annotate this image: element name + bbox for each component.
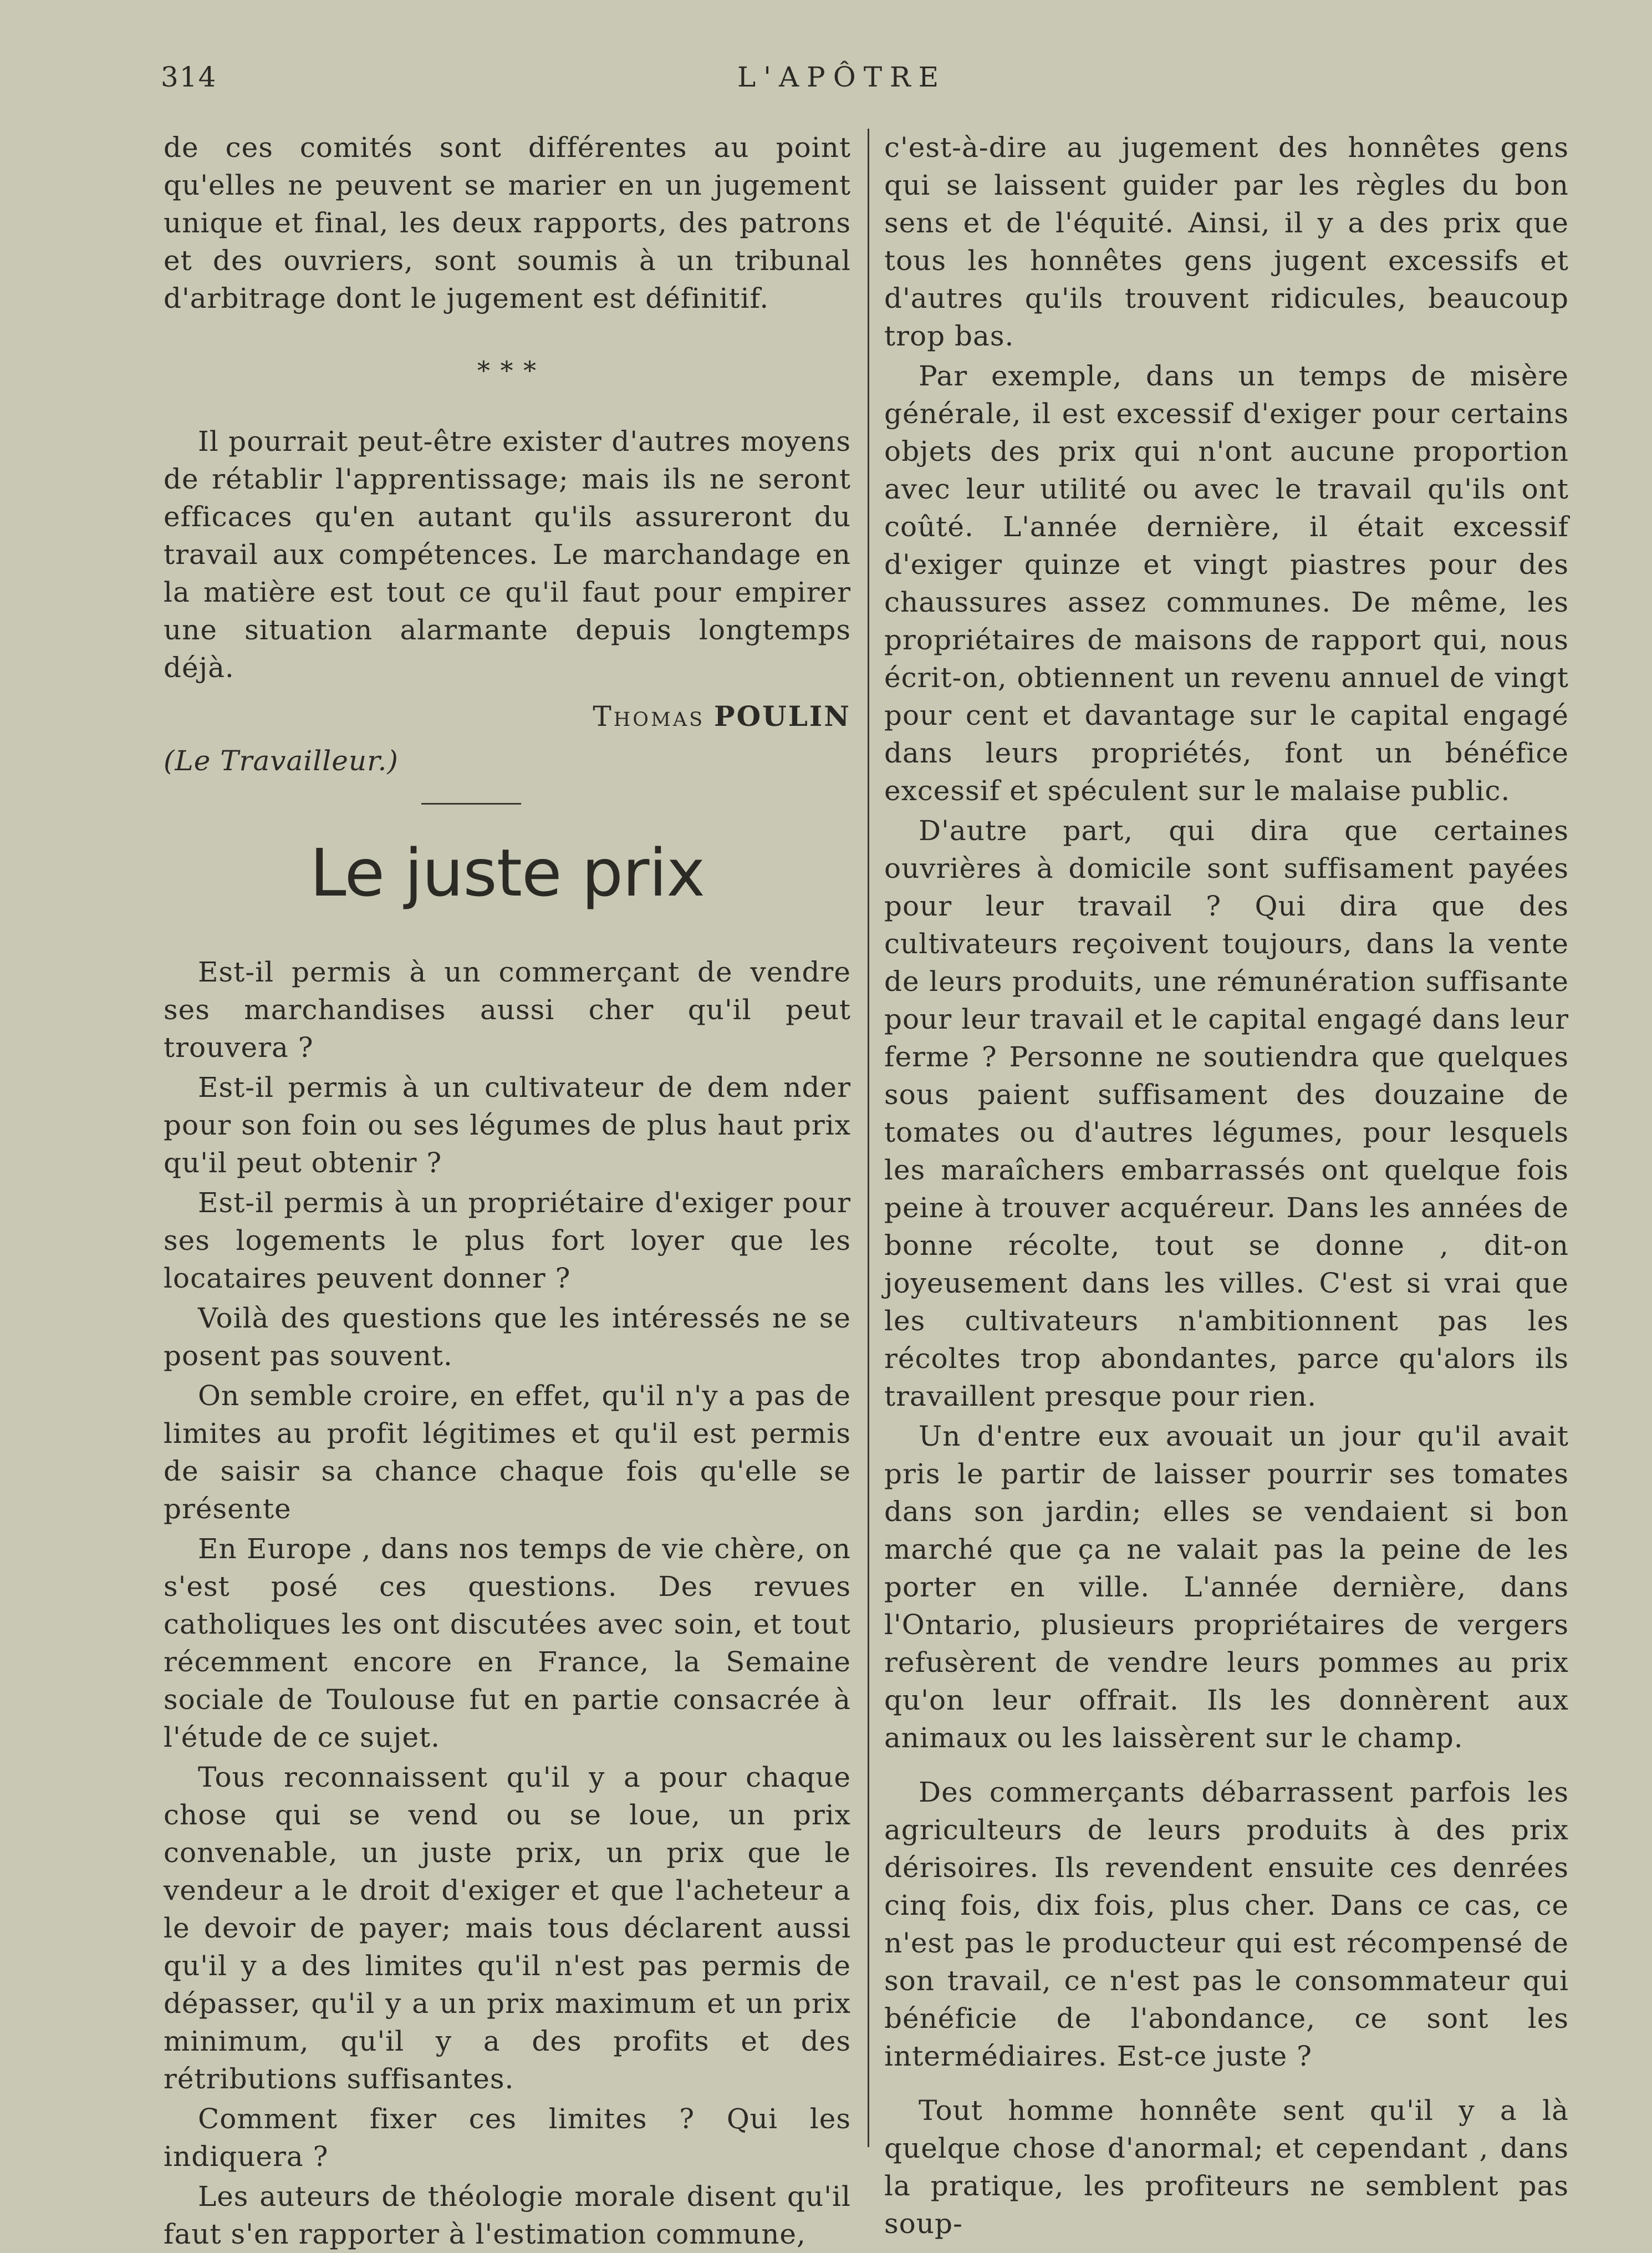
section-break-asterism: * * *: [477, 355, 538, 385]
paragraph: Est-il permis à un commerçant de vendre ses marchandises aussi cher qu'il peut trouvera ?: [164, 956, 851, 1064]
paragraph: Des commerçants débarrassent parfois les agriculteurs de leurs produits à des prix dérisoires. Ils revendent ensuite ces denrées cinq fois, dix fois, plus cher. Dans ce cas, ce n'est pas le producteur qui est récompensé de son travail, ce n'est pas le consommateur qui bénéficie de l'abondance, ce sont les intermédiaires. Est-ce juste ?: [884, 1776, 1569, 2072]
page-number: 314: [161, 61, 217, 93]
paragraph: Voilà des questions que les intéressés ne se posent pas souvent.: [164, 1302, 851, 1372]
paragraph: de ces comités sont différentes au point qu'elles ne peuvent se marier en un jugement unique et final, les deux rapports, des patrons et des ouvriers, sont soumis à un tribunal d'arbitrage dont le jugement est définitif.: [164, 131, 851, 314]
author-first-name: Thomas: [593, 700, 705, 733]
paragraph: c'est-à-dire au jugement des honnêtes gens qui se laissent guider par les règles du bon sens et de l'équité. Ainsi, il y a des prix que tous les honnêtes gens jugent excessifs et d'autres qu'ils trouvent ridicules, beaucoup trop bas.: [884, 131, 1569, 352]
separator-rule: [421, 803, 521, 805]
paragraph: Est-il permis à un propriétaire d'exiger pour ses logements le plus fort loyer que les locataires peuvent donner ?: [164, 1187, 851, 1294]
author-last-name: POULIN: [713, 700, 851, 733]
source-citation: (Le Travailleur.): [164, 745, 399, 777]
paragraph: Comment fixer ces limites ? Qui les indiquera ?: [164, 2103, 851, 2173]
paragraph: Tous reconnaissent qu'il y a pour chaque chose qui se vend ou se loue, un prix convenable, un juste prix, un prix que le vendeur a le droit d'exiger et que l'acheteur a le devoir de payer; mais tous déclarent aussi qu'il y a des limites qu'il n'est pas permis de dépasser, qu'il y a un prix maximum et un prix minimum, qu'il y a des profits et des rétributions suffisantes.: [164, 1761, 851, 2095]
running-head: L'APÔTRE: [737, 61, 947, 93]
paragraph: D'autre part, qui dira que certaines ouvrières à domicile sont suffisament payées pour leur travail ? Qui dira que des cultivateurs reçoivent toujours, dans la vente de leurs produits, une rémunération suffisante pour leur travail et le capital engagé dans leur ferme ? Personne ne soutiendra que quelques sous paient suffisament des douzaine de tomates ou d'autres légumes, pour lesquels les maraîchers embarrassés ont quelque fois peine à trouver acquéreur. Dans les années de bonne récolte, tout se donne , dit-on joyeusement dans les villes. C'est si vrai que les cultivateurs n'ambitionnent pas les récoltes trop abondantes, parce qu'alors ils travaillent presque pour rien.: [884, 815, 1569, 1412]
paragraph: Les auteurs de théologie morale disent qu'il faut s'en rapporter à l'estimation commune,: [164, 2180, 851, 2250]
paragraph: Il pourrait peut-être exister d'autres moyens de rétablir l'apprentissage; mais ils ne seront efficaces qu'en autant qu'ils assureront du travail aux compétences. Le marchandage en la matière est tout ce qu'il faut pour empirer une situation alarmante depuis longtemps déjà.: [164, 425, 851, 684]
column-divider: [868, 129, 869, 2147]
paragraph: Un d'entre eux avouait un jour qu'il avait pris le partir de laisser pourrir ses tomates dans son jardin; elles se vendaient si bon marché que ça ne valait pas la peine de les porter en ville. L'année dernière, dans l'Ontario, plusieurs propriétaires de vergers refusèrent de vendre leurs pommes au prix qu'on leur offrait. Ils les donnèrent aux animaux ou les laissèrent sur le champ.: [884, 1420, 1569, 1754]
left-column: [164, 129, 851, 2253]
paragraph: On semble croire, en effet, qu'il n'y a pas de limites au profit légitimes et qu'il est permis de saisir sa chance chaque fois qu'elle se présente: [164, 1380, 851, 1525]
article-title: Le juste prix: [309, 835, 705, 911]
paragraph: Tout homme honnête sent qu'il y a là quelque chose d'anormal; et cependant , dans la pratique, les profiteurs ne semblent pas soup-: [884, 2094, 1569, 2240]
right-column: [884, 129, 1569, 2242]
paragraph: En Europe , dans nos temps de vie chère, on s'est posé ces questions. Des revues catholiques les ont discutées avec soin, et tout récemment encore en France, la Semaine sociale de Toulouse fut en partie consacrée à l'étude de ce sujet.: [164, 1533, 851, 1753]
author-signature: [164, 698, 851, 735]
paragraph: Par exemple, dans un temps de misère générale, il est excessif d'exiger pour certains objets des prix qui n'ont aucune proportion avec leur utilité ou avec le travail qu'ils ont coûté. L'année dernière, il était excessif d'exiger quinze et vingt piastres pour des chaussures assez communes. De même, les propriétaires de maisons de rapport qui, nous écrit-on, obtiennent un revenu annuel de vingt pour cent et davantage sur le capital engagé dans leurs propriétés, font un bénéfice excessif et spéculent sur le malaise public.: [884, 360, 1569, 807]
paragraph: Est-il permis à un cultivateur de dem nder pour son foin ou ses légumes de plus haut prix qu'il peut obtenir ?: [164, 1071, 851, 1179]
